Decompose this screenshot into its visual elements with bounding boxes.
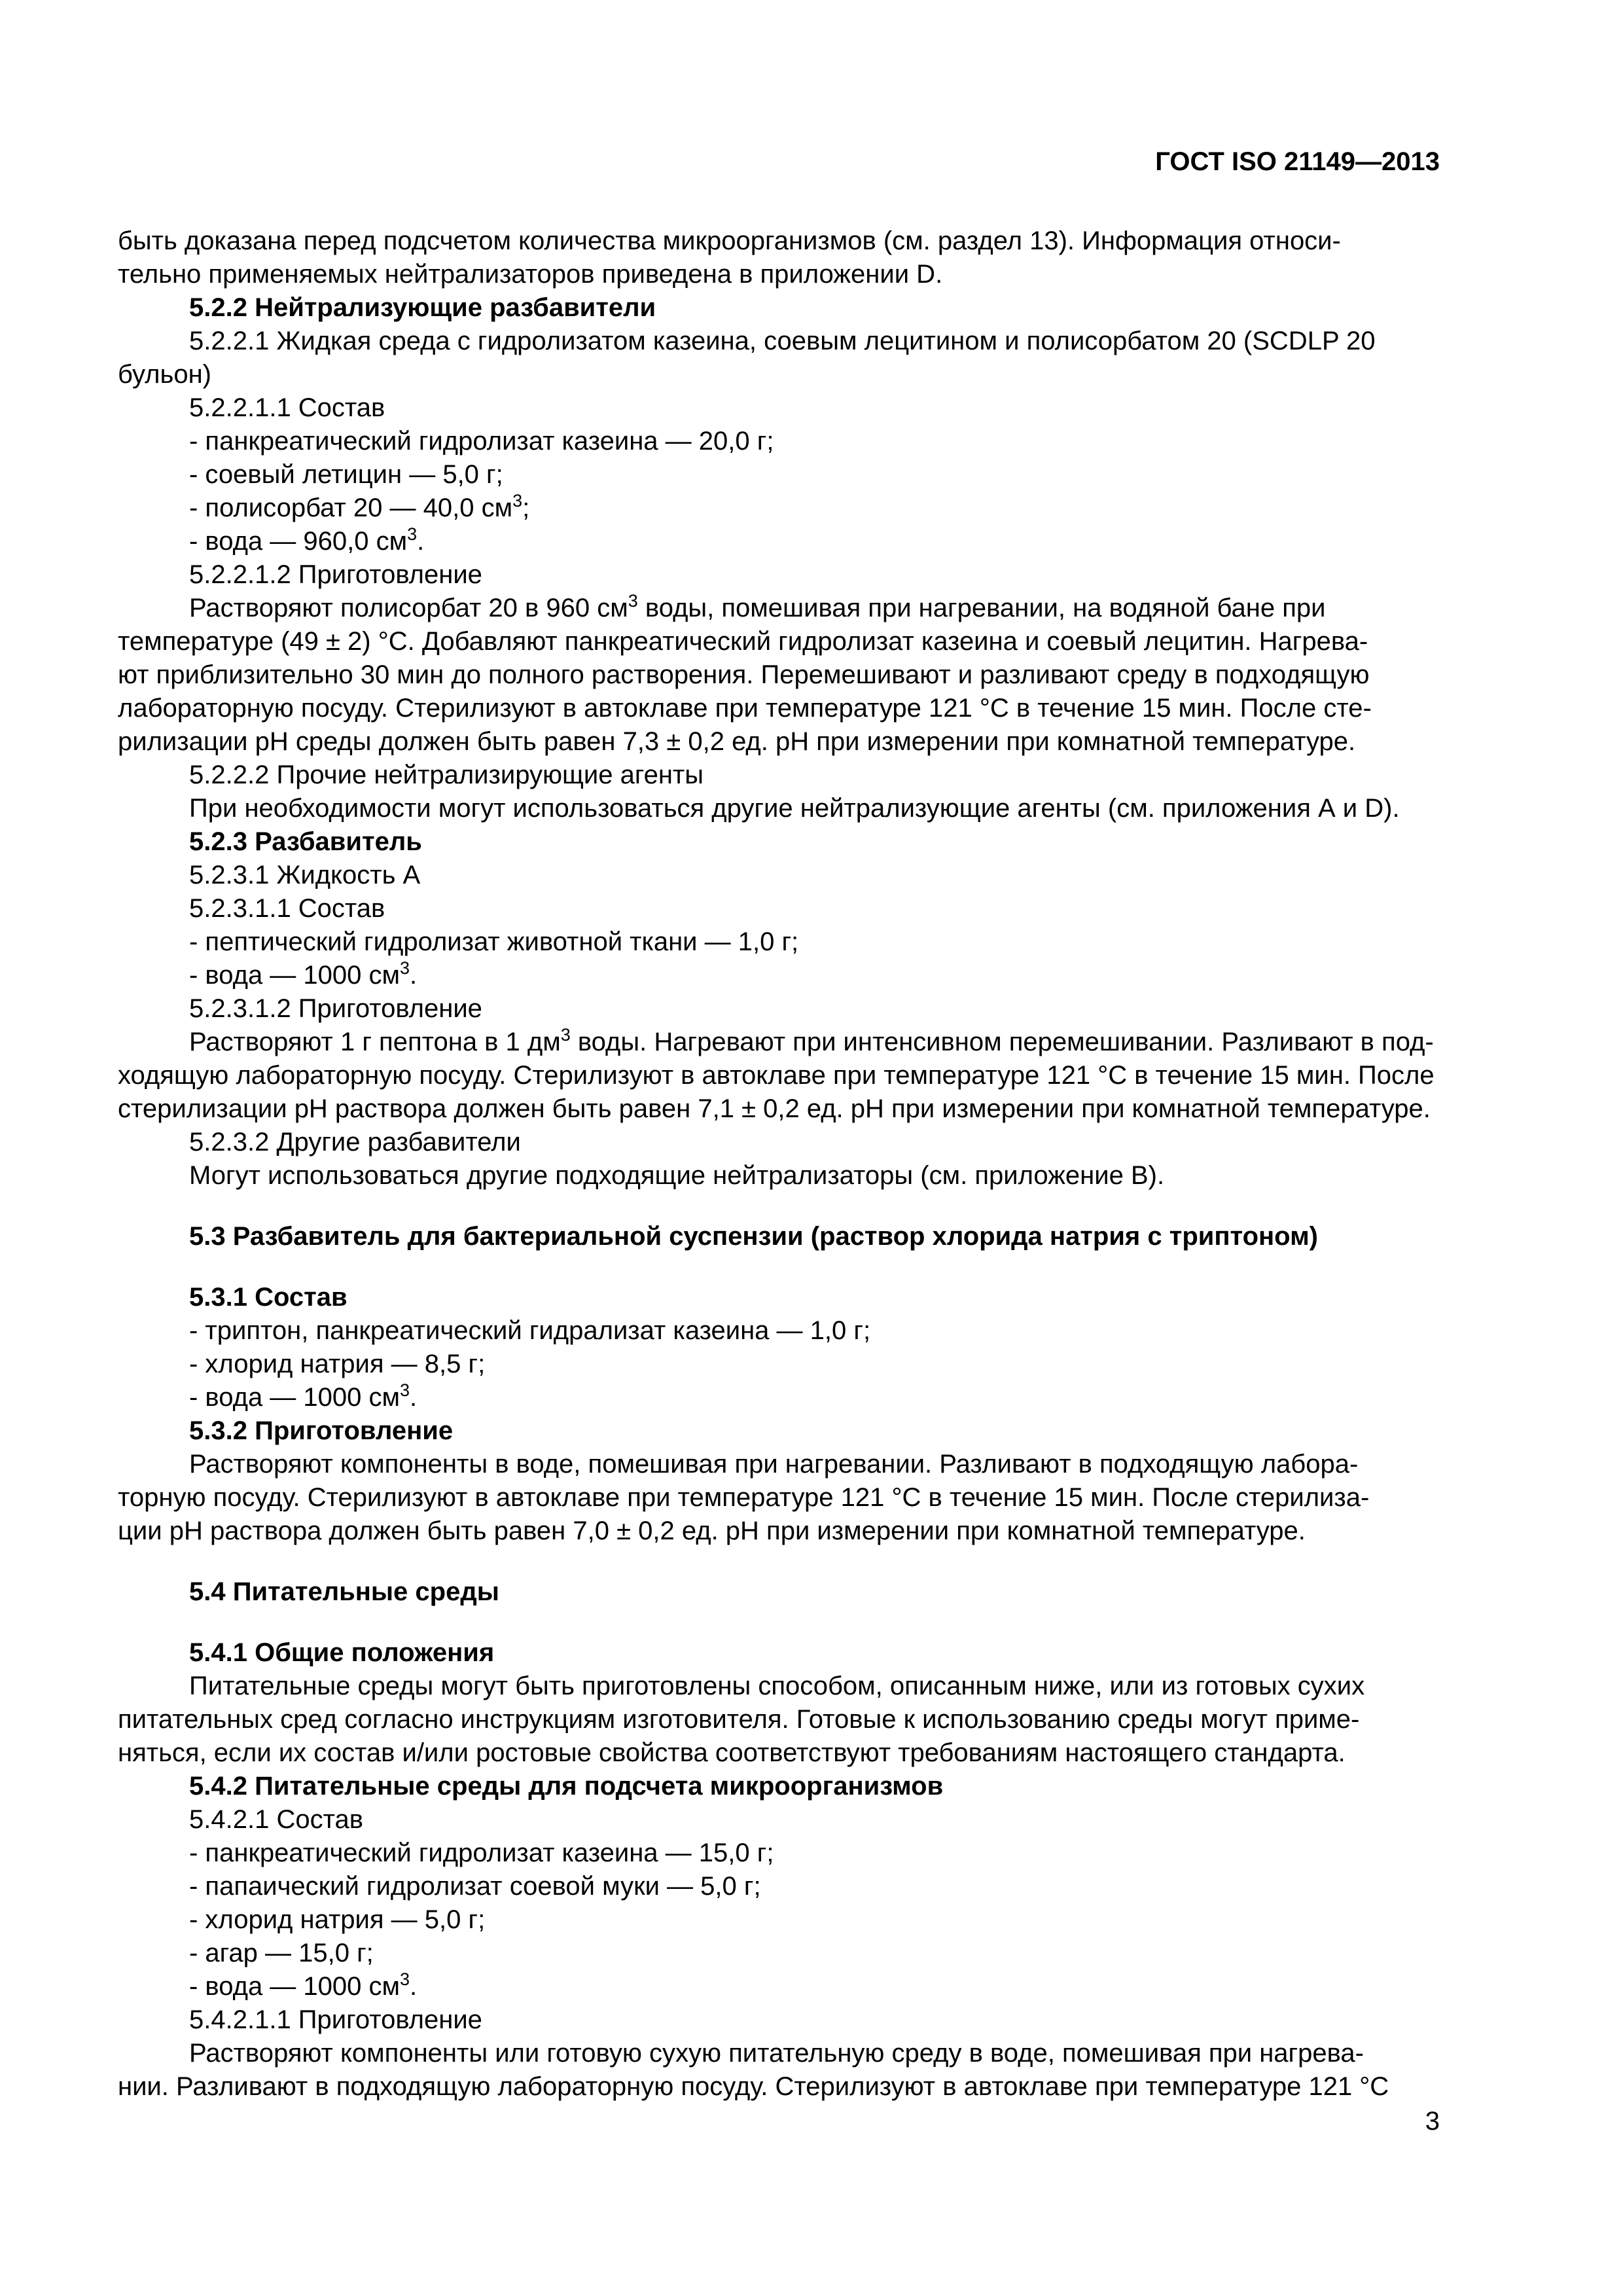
subsection-5-2-2-2: 5.2.2.2 Прочие нейтрализирующие агенты [189, 761, 704, 789]
subsection-5-4-2-1: 5.4.2.1 Состав [189, 1805, 363, 1834]
composition-item: - вода — 1000 $см^3$. [189, 958, 418, 990]
composition-item: - полисорбат 20 — 40,0 $см^3$; [189, 491, 530, 522]
composition-item: - хлорид натрия — 8,5 г; [189, 1350, 486, 1378]
subsection-5-2-2-1-line-2: бульон) [118, 360, 211, 389]
heading-5-4-2: 5.4.2 Питательные среды для подсчета микроорганизмов [189, 1772, 944, 1801]
subsection-5-2-3-1-2: 5.2.3.1.2 Приготовление [189, 994, 482, 1023]
composition-item: - вода — 1000 $см^3$. [189, 1380, 418, 1412]
composition-item: - панкреатический гидролизат казеина — 20,0 г; [189, 427, 774, 456]
intro-line-2: тельно применяемых нейтрализаторов приведена в приложении D. [118, 260, 943, 289]
composition-item: - пептический гидролизат животной ткани — 1,0 г; [189, 927, 799, 956]
composition-item: - папаический гидролизат соевой муки — 5,0 г; [189, 1872, 761, 1901]
general-line: питательных сред согласно инструкциям изготовителя. Готовые к использованию среды могут приме- [118, 1705, 1360, 1734]
preparation-line: лабораторную посуду. Стерилизуют в автоклаве при температуре 121 °С в течение 15 мин. После сте- [118, 694, 1372, 723]
page-number: 3 [1425, 2107, 1440, 2136]
preparation-line: Растворяют компоненты в воде, помешивая при нагревании. Разливают в подходящую лабора- [189, 1450, 1359, 1479]
heading-5-4: 5.4 Питательные среды [189, 1577, 499, 1606]
preparation-line: нии. Разливают в подходящую лабораторную посуду. Стерилизуют в автоклаве при температуре 121 °С [118, 2072, 1389, 2101]
composition-item: - вода — 1000 $см^3$. [189, 1969, 418, 2001]
heading-5-2-3: 5.2.3 Разбавитель [189, 827, 422, 856]
subsection-5-2-2-1-2: 5.2.2.1.2 Приготовление [189, 560, 482, 589]
preparation-line: рилизации pH среды должен быть равен 7,3 ± 0,2 ед. pH при измерении при комнатной температуре. [118, 727, 1356, 756]
subsection-5-2-2-1-1: 5.2.2.1.1 Состав [189, 393, 385, 422]
heading-5-3-1: 5.3.1 Состав [189, 1283, 348, 1312]
preparation-line: ции pH раствора должен быть равен 7,0 ± 0,2 ед. pH при измерении при комнатной температуре. [118, 1516, 1306, 1545]
composition-item: - панкреатический гидролизат казеина — 15,0 г; [189, 1839, 774, 1867]
subsection-5-2-2-2-text: При необходимости могут использоваться другие нейтрализующие агенты (см. приложения А и D). [189, 794, 1400, 823]
heading-5-3: 5.3 Разбавитель для бактериальной суспензии (раствор хлорида натрия с триптоном) [189, 1222, 1318, 1251]
subsection-5-2-3-2-text: Могут использоваться другие подходящие нейтрализаторы (см. приложение В). [189, 1161, 1165, 1190]
preparation-line: Растворяют компоненты или готовую сухую питательную среду в воде, помешивая при нагрева- [189, 2039, 1364, 2068]
subsection-5-2-3-1-1: 5.2.3.1.1 Состав [189, 894, 385, 923]
composition-item: - хлорид натрия — 5,0 г; [189, 1905, 486, 1934]
heading-5-3-2: 5.3.2 Приготовление [189, 1416, 454, 1445]
subsection-5-2-3-1: 5.2.3.1 Жидкость А [189, 861, 421, 889]
general-line: няться, если их состав и/или ростовые свойства соответствуют требованиям настоящего стандарта. [118, 1738, 1346, 1767]
subsection-5-4-2-1-1: 5.4.2.1.1 Приготовление [189, 2005, 482, 2034]
heading-5-4-1: 5.4.1 Общие положения [189, 1638, 495, 1667]
preparation-line: Растворяют 1 г пептона в 1 $дм^3$ воды. Нагревают при интенсивном перемешивании. Разливают в под- [189, 1025, 1434, 1056]
general-line: Питательные среды могут быть приготовлены способом, описанным ниже, или из готовых сухих [189, 1672, 1365, 1700]
composition-item: - соевый летицин — 5,0 г; [189, 460, 503, 489]
preparation-line: температуре (49 ± 2) °С. Добавляют панкреатический гидролизат казеина и соевый лецитин. Нагрева- [118, 627, 1368, 656]
preparation-line: ют приблизительно 30 мин до полного растворения. Перемешивают и разливают среду в подходящую [118, 660, 1370, 689]
preparation-line: торную посуду. Стерилизуют в автоклаве при температуре 121 °С в течение 15 мин. После стерилиза- [118, 1483, 1370, 1512]
subsection-5-2-2-1-line-1: 5.2.2.1 Жидкая среда с гидролизатом казеина, соевым лецитином и полисорбатом 20 (SCDLP 20 [189, 327, 1376, 355]
composition-item: - агар — 15,0 г; [189, 1939, 374, 1967]
heading-5-2-2: 5.2.2 Нейтрализующие разбавители [189, 293, 656, 322]
composition-item: - вода — 960,0 $см^3$. [189, 524, 425, 556]
intro-line-1: быть доказана перед подсчетом количества микроорганизмов (см. раздел 13). Информация относи- [118, 226, 1341, 255]
preparation-line: ходящую лабораторную посуду. Стерилизуют в автоклаве при температуре 121 °С в течение 15 мин. После [118, 1061, 1435, 1090]
preparation-line: Растворяют полисорбат 20 в 960 $см^3$ воды, помешивая при нагревании, на водяной бане при [189, 591, 1326, 622]
document-body [118, 224, 1449, 2104]
subsection-5-2-3-2: 5.2.3.2 Другие разбавители [189, 1128, 521, 1157]
composition-item: - триптон, панкреатический гидрализат казеина — 1,0 г; [189, 1316, 871, 1345]
document-header-id: ГОСТ ISO 21149—2013 [1155, 147, 1440, 176]
preparation-line: стерилизации pH раствора должен быть равен 7,1 ± 0,2 ед. pH при измерении при комнатной температуре. [118, 1094, 1431, 1123]
